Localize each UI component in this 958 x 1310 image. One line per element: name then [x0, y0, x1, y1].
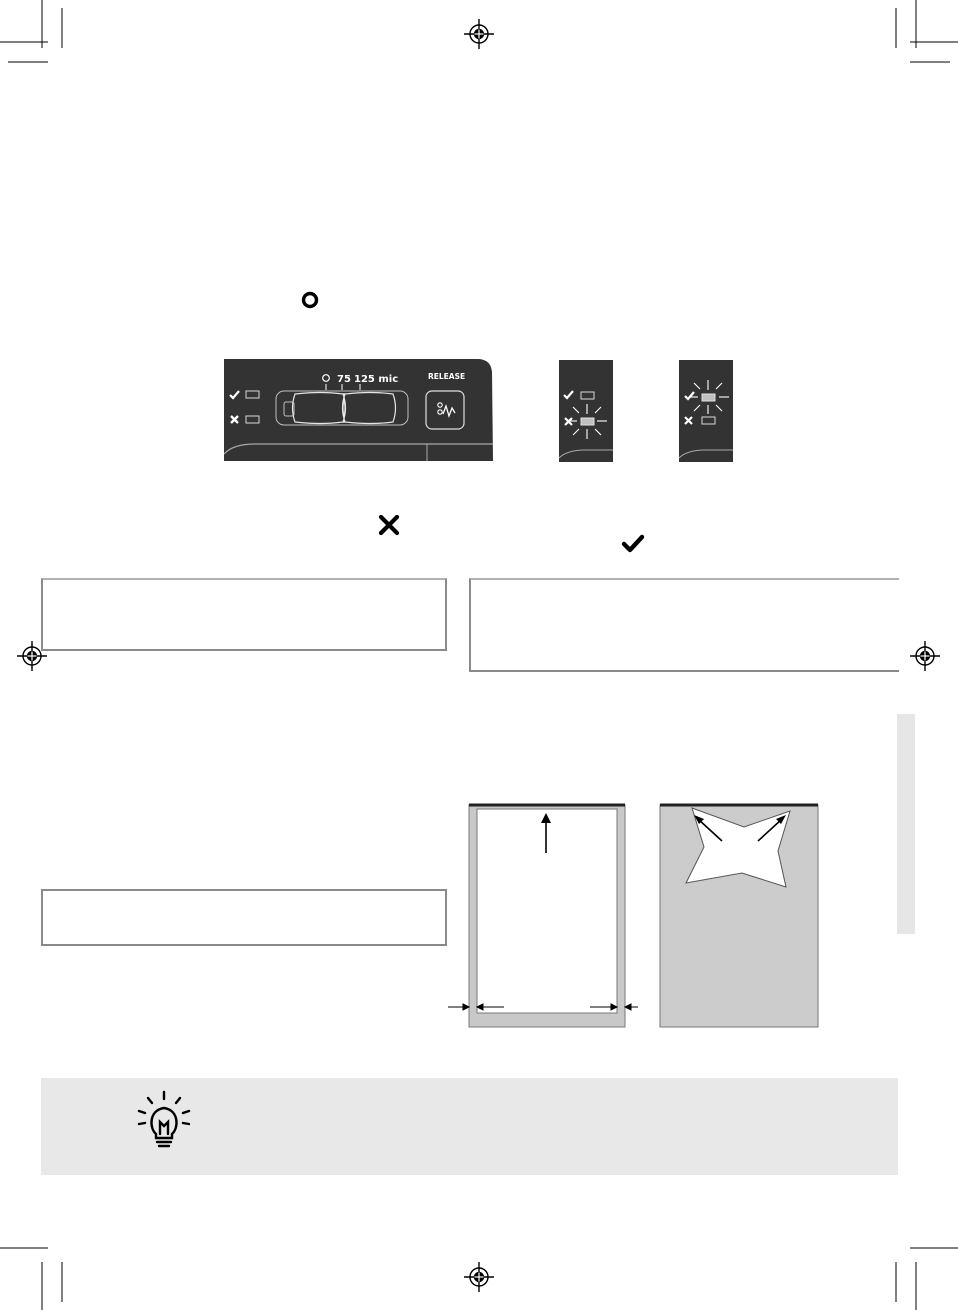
ready-light-flashing-detail: [679, 360, 733, 462]
pouch-correct-diagram: [448, 803, 638, 1035]
circle-o-icon: [300, 290, 320, 310]
thickness-label-75: 75: [337, 374, 351, 385]
release-label: RELEASE: [428, 372, 466, 381]
ready-light: [702, 394, 715, 401]
registration-mark-bottom: [464, 1262, 494, 1292]
registration-mark-top: [464, 19, 494, 49]
note-box-lower: [41, 889, 447, 946]
registration-mark-right: [910, 641, 940, 671]
note-box-left: [41, 578, 447, 651]
pouch-incorrect-diagram: [658, 803, 820, 1029]
side-tab: [897, 714, 915, 934]
thickness-label-125: 125 mic: [354, 374, 399, 385]
error-light-flashing-detail: [559, 360, 613, 462]
note-box-right: [469, 578, 899, 672]
check-icon: [621, 534, 645, 554]
error-light: [581, 418, 594, 425]
lightbulb-icon: [134, 1090, 194, 1150]
laminator-control-panel: [223, 358, 495, 462]
cross-icon: [378, 514, 400, 536]
